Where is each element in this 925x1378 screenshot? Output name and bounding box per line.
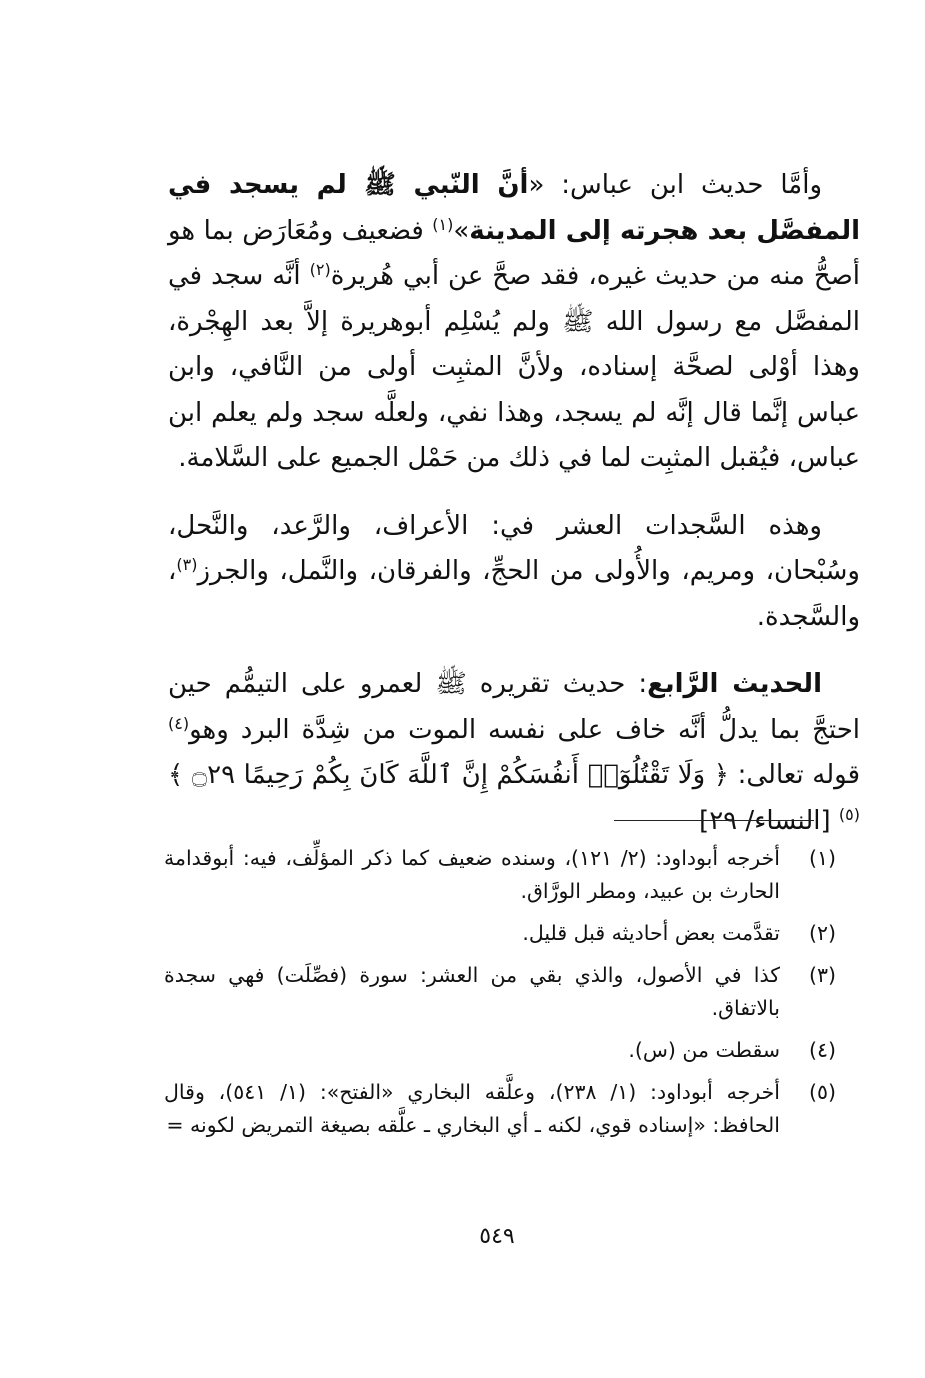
footnote-item bbox=[164, 959, 836, 1025]
footnote-text: سقطت من (س). bbox=[628, 1038, 780, 1062]
text-run: أنَّه سجد في المفصَّل مع رسول الله ﷺ ولم يُسْلِم أبوهريرة إلاَّ بعد الهِجْرة، وهذا أوْلى لصحَّة إسناده، ولأنَّ المثبِت أولى من النَّافي، وابن عباس إنَّما قال إنَّه لم يسجد، وهذا نفي، ولعلَّه سجد ولم يعلم ابن عباس، فيُقبل المثبِت لما في ذلك من حَمْل الجميع على السَّلامة. bbox=[168, 261, 860, 473]
page-number: ٥٤٩ bbox=[479, 1224, 515, 1249]
footnote-ref[interactable]: (١) bbox=[432, 214, 454, 234]
quran-verse: ﴿ وَلَا تَقْتُلُوٓا۟ أَنفُسَكُمْ إِنَّ ٱللَّهَ كَانَ بِكُمْ رَحِيمًا ۝٢٩ ﴾ bbox=[168, 760, 729, 790]
footnotes bbox=[164, 842, 836, 1151]
footnote-item bbox=[164, 842, 836, 908]
footnote-text: تقدَّمت بعض أحاديثه قبل قليل. bbox=[522, 921, 780, 945]
footnote-ref[interactable]: (٤) bbox=[168, 713, 190, 733]
footnote-number: (٣) bbox=[808, 963, 836, 987]
verse-reference: [النساء/ ٢٩] bbox=[699, 805, 839, 836]
footnote-text: كذا في الأصول، والذي بقي من العشر: سورة (فصِّلَت) فهي سجدة بالاتفاق. bbox=[164, 963, 780, 1020]
text-run: » bbox=[453, 215, 470, 246]
text-run: فضعيف ومُعَارَض بما هو أصحُّ منه من حديث غيره، فقد صحَّ عن أبي هُريرة bbox=[168, 215, 860, 291]
text-run: وأمَّا حديث ابن عباس: « bbox=[528, 170, 822, 200]
paragraph-fourth-hadith bbox=[168, 662, 860, 844]
footnote-item bbox=[164, 917, 836, 950]
footnote-number: (١) bbox=[808, 846, 836, 870]
footnote-number: (٤) bbox=[808, 1038, 836, 1062]
footnote-ref[interactable]: (٥) bbox=[838, 804, 860, 824]
footnote-number: (٢) bbox=[808, 921, 836, 945]
footnote-item bbox=[164, 1076, 836, 1142]
text-run: : حديث تقريره ﷺ لعمرو على التيمُّم حين احتجَّ بما يدلُّ أنَّه خاف على نفسه الموت من شِدَّة البرد وهو bbox=[168, 669, 860, 745]
hadith-quote: أنَّ النّبي ﷺ لم يسجد في المفصَّل بعد هجرته إلى المدينة bbox=[168, 170, 860, 246]
footnote-divider bbox=[614, 820, 814, 821]
footnote-text: أخرجه أبوداود: (١/ ٢٣٨)، وعلَّقه البخاري «الفتح»: (١/ ٥٤١)، وقال الحافظ: «إسناده قوي، لكنه ـ أي البخاري ـ علَّقه بصيغة التمريض لكونه = bbox=[164, 1080, 780, 1137]
paragraph-ibn-abbas-hadith bbox=[168, 163, 860, 482]
footnote-number: (٥) bbox=[808, 1080, 836, 1104]
text-run: وهذه السَّجدات العشر في: الأعراف، والرَّعد، والنَّحل، وسُبْحان، ومريم، والأُولى من الحجِّ، والفرقان، والنَّمل، والجرز bbox=[168, 510, 860, 586]
paragraph-ten-prostrations bbox=[168, 504, 860, 641]
footnote-text: أخرجه أبوداود: (٢/ ١٢١)، وسنده ضعيف كما ذكر المؤلِّف، فيه: أبوقدامة الحارث بن عبيد، ومطر الورَّاق. bbox=[164, 846, 780, 903]
section-heading: الحديث الرَّابع bbox=[647, 669, 822, 699]
footnote-ref[interactable]: (٢) bbox=[309, 260, 331, 279]
text-run: ، والسَّجدة. bbox=[168, 556, 860, 632]
main-text bbox=[168, 163, 860, 844]
footnote-item bbox=[164, 1034, 836, 1067]
footnote-ref[interactable]: (٣) bbox=[176, 555, 198, 574]
text-run: قوله تعالى: bbox=[728, 760, 861, 790]
